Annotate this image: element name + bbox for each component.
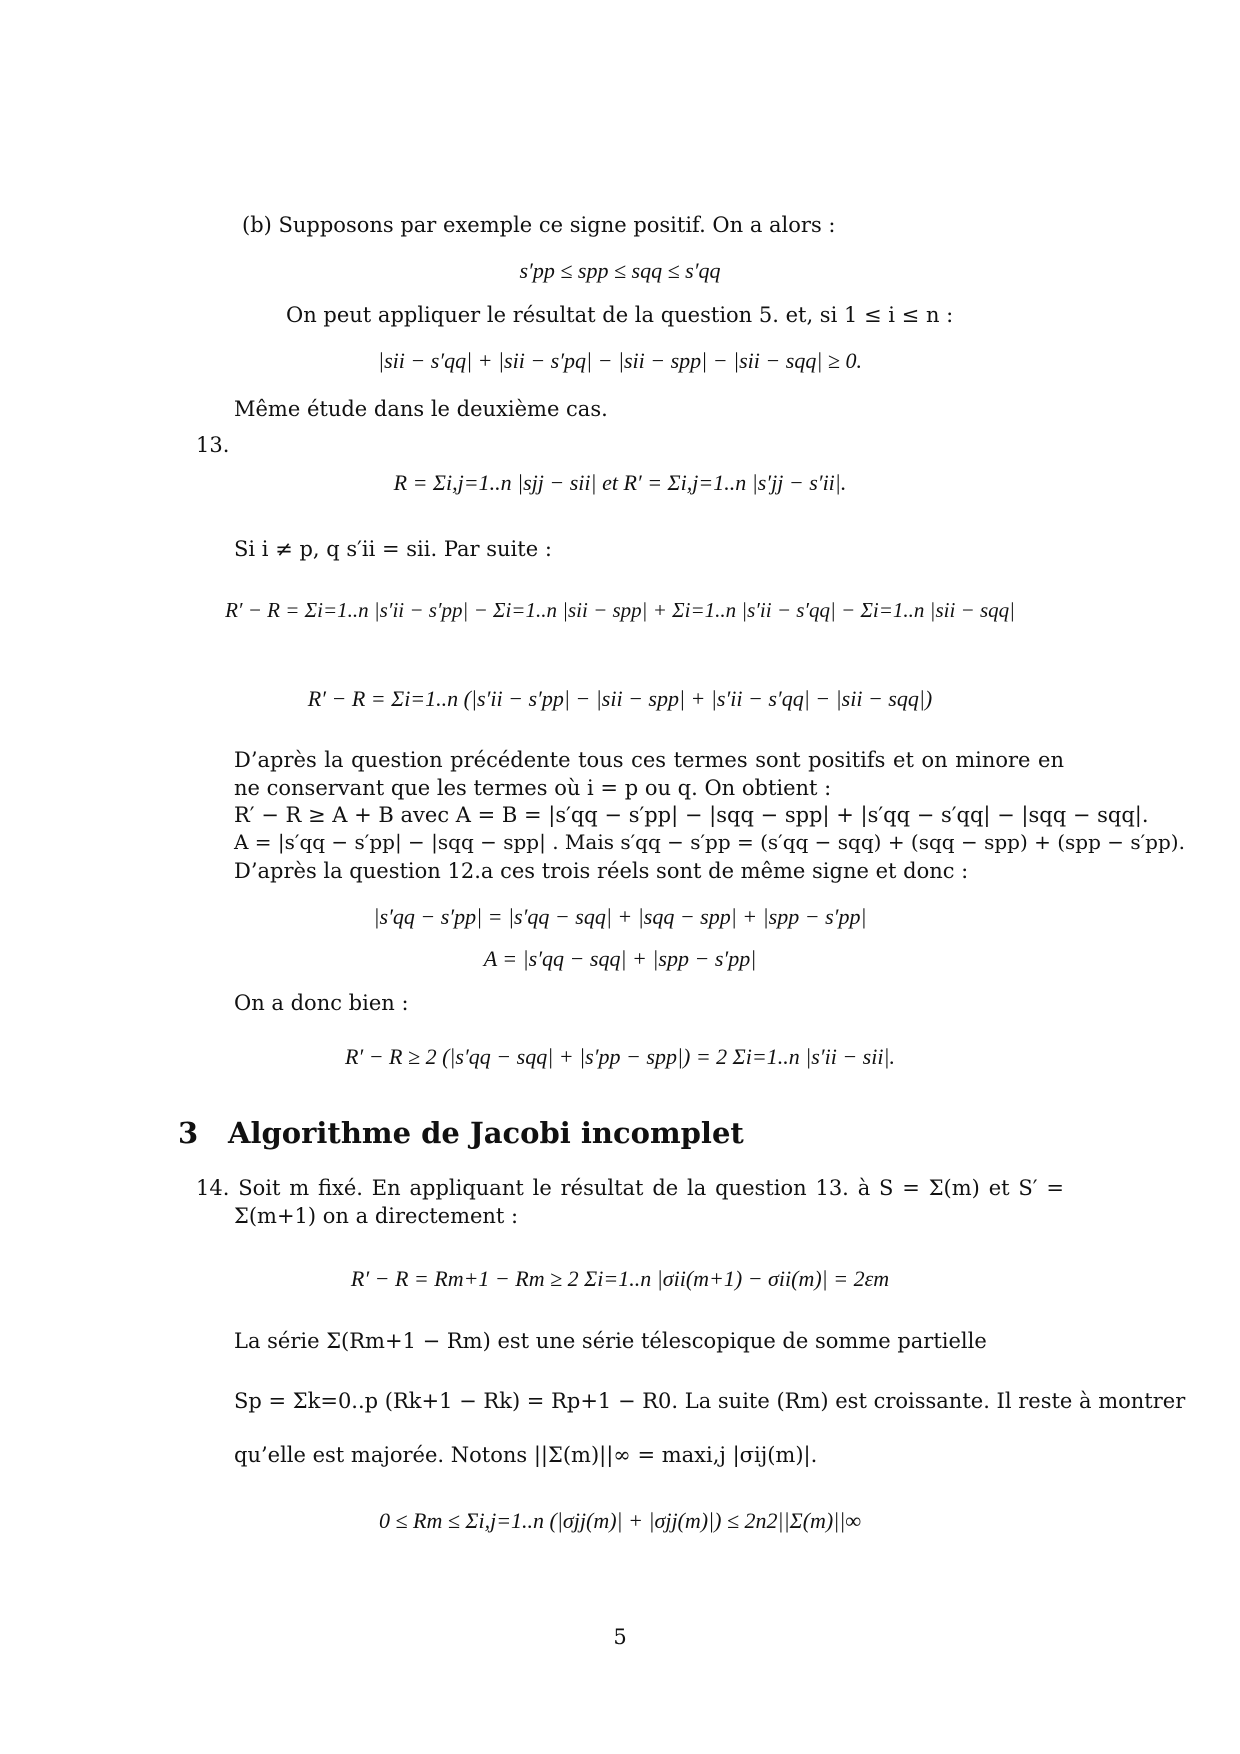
equation-absolute-sum: |s′qq − s′pp| = |s′qq − sqq| + |sqq − spp| + |spp − s′pp| <box>373 904 867 929</box>
part-b-intro: (b) Supposons par exemple ce signe positif. On a alors : <box>242 213 836 237</box>
on-a-donc-bien: On a donc bien : <box>234 991 409 1015</box>
equation-bound-rm: 0 ≤ Rm ≤ Σi,j=1..n (|σjj(m)| + |σjj(m)|) ≤ 2n2||Σ(m)||∞ <box>378 1508 862 1533</box>
equation-ordering: s′pp ≤ spp ≤ sqq ≤ s′qq <box>519 258 721 283</box>
equation-difference-combined: R′ − R = Σi=1..n (|s′ii − s′pp| − |sii − spp| + |s′ii − s′qq| − |sii − sqq|) <box>307 686 933 711</box>
somme-partielle: Sp = Σk=0..p (Rk+1 − Rk) = Rp+1 − R0. La suite (Rm) est croissante. Il reste à montrer <box>234 1389 1186 1413</box>
equation-difference-sums: R′ − R = Σi=1..n |s′ii − s′pp| − Σi=1..n |sii − spp| + Σi=1..n |s′ii − s′qq| − Σi=1..n |sii − sqq| <box>225 598 1015 622</box>
si-par-suite: Si i ≠ p, q s′ii = sii. Par suite : <box>234 537 552 561</box>
page-number: 5 <box>613 1625 627 1649</box>
equation-r-growth: R′ − R = Rm+1 − Rm ≥ 2 Σi=1..n |σii(m+1) − σii(m)| = 2εm <box>350 1266 890 1291</box>
majoree: qu’elle est majorée. Notons ||Σ(m)||∞ = maxi,j |σij(m)|. <box>234 1443 818 1467</box>
question-number-13: 13. <box>196 433 230 457</box>
question-14-intro: 14. Soit m fixé. En appliquant le résultat de la question 13. à S = Σ(m) et S′ = Σ(m+1) on a directement : <box>196 1176 1064 1228</box>
section-number: 3 <box>178 1116 199 1150</box>
section-title: Algorithme de Jacobi incomplet <box>228 1116 744 1150</box>
equation-final-bound: R′ − R ≥ 2 (|s′qq − sqq| + |s′pp − spp|) = 2 Σi=1..n |s′ii − sii|. <box>344 1044 896 1069</box>
paragraph-minore: D’après la question précédente tous ces termes sont positifs et on minore en ne conservant que les termes où i = p ou q. On obtient : <box>234 748 1064 800</box>
serie-telescopique: La série Σ(Rm+1 − Rm) est une série télescopique de somme partielle <box>234 1329 987 1353</box>
equation-r-definition: R = Σi,j=1..n |sjj − sii| et R′ = Σi,j=1..n |s′jj − s′ii|. <box>393 470 847 495</box>
apply-question-5: On peut appliquer le résultat de la question 5. et, si 1 ≤ i ≤ n : <box>286 303 954 327</box>
same-study: Même étude dans le deuxième cas. <box>234 397 608 421</box>
line-a-plus-b: R′ − R ≥ A + B avec A = B = |s′qq − s′pp| − |sqq − spp| + |s′qq − s′qq| − |sqq − sqq|. <box>234 803 1149 827</box>
equation-inequality: |sii − s′qq| + |sii − s′pq| − |sii − spp| − |sii − sqq| ≥ 0. <box>378 348 862 373</box>
equation-a-simplified: A = |s′qq − sqq| + |spp − s′pp| <box>483 946 757 971</box>
line-meme-signe: D’après la question 12.a ces trois réels sont de même signe et donc : <box>234 859 969 883</box>
section-heading <box>178 1116 744 1150</box>
line-a-definition: A = |s′qq − s′pp| − |sqq − spp| . Mais s′qq − s′pp = (s′qq − sqq) + (sqq − spp) + (spp − s′pp). <box>234 830 1185 854</box>
